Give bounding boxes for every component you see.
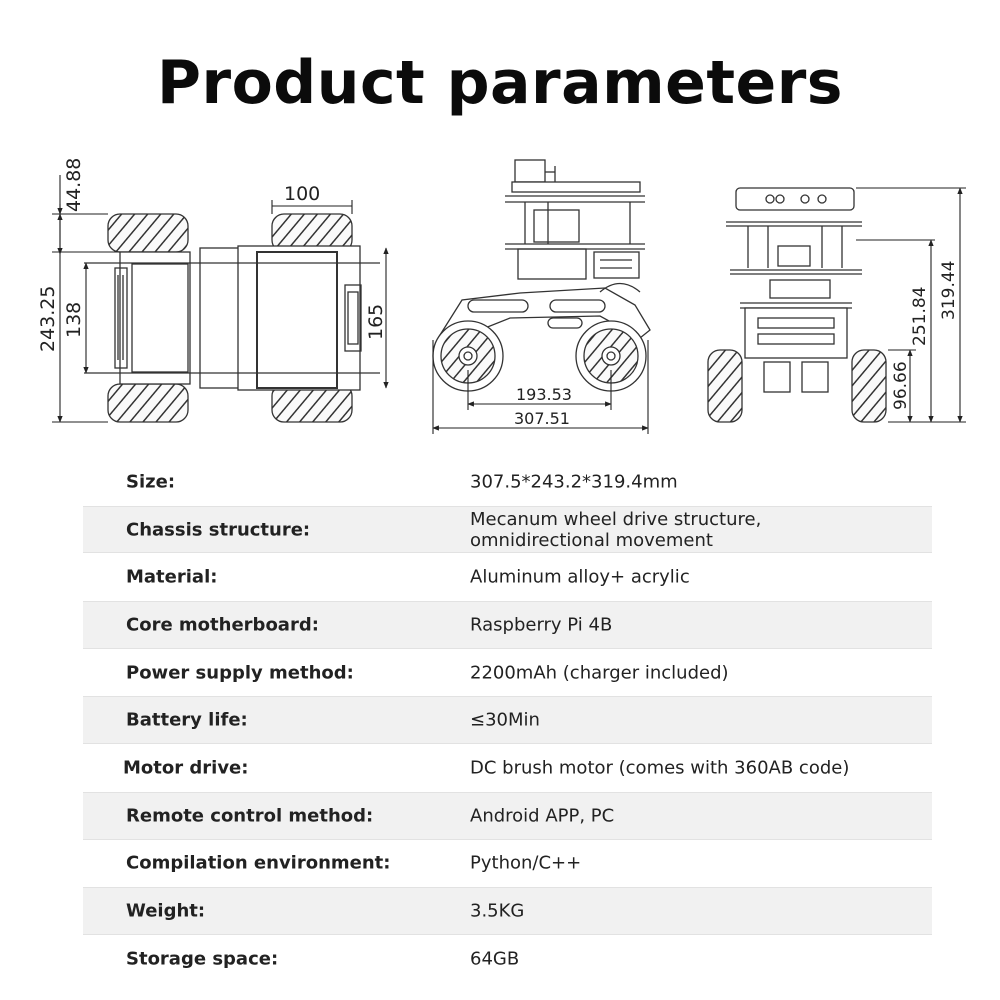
spec-row-weight — [83, 887, 932, 935]
spec-label: Material: — [126, 566, 218, 588]
wheel-rear-left — [108, 384, 188, 422]
technical-drawings — [0, 150, 1000, 440]
spec-value: 307.5*243.2*319.4mm — [470, 471, 678, 493]
dim-screen-height: 165 — [365, 303, 387, 340]
dim-wheel-offset: 44.88 — [63, 157, 85, 212]
spec-label: Storage space: — [126, 948, 279, 970]
spec-row-battery — [83, 696, 932, 744]
spec-row-compilation — [83, 840, 932, 888]
spec-value: Aluminum alloy+ acrylic — [470, 566, 690, 588]
spec-row-storage — [83, 935, 932, 983]
spec-value: Mecanum wheel drive structure, omnidirectional movement — [470, 508, 762, 551]
spec-value: 2200mAh (charger included) — [470, 662, 729, 684]
spec-row-chassis — [83, 506, 932, 554]
spec-row-motherboard — [83, 601, 932, 649]
spec-row-material — [83, 553, 932, 601]
spec-label: Remote control method: — [126, 805, 374, 827]
front-view-drawing — [708, 188, 886, 422]
dim-overall-height: 319.44 — [939, 260, 959, 320]
spec-row-size — [83, 458, 932, 506]
dim-overall-width: 243.25 — [37, 285, 59, 352]
spec-label: Power supply method: — [126, 662, 354, 684]
spec-label: Battery life: — [126, 709, 248, 731]
spec-value: ≤30Min — [470, 709, 540, 731]
spec-label: Weight: — [126, 900, 206, 922]
spec-label: Compilation environment: — [126, 852, 391, 874]
spec-value: Python/C++ — [470, 852, 582, 874]
wheel-front-left — [108, 214, 188, 252]
spec-row-power — [83, 649, 932, 697]
dim-inner-width: 138 — [63, 301, 85, 338]
spec-value: 3.5KG — [470, 900, 525, 922]
dim-overall-length: 307.51 — [514, 409, 570, 428]
spec-label: Size: — [126, 471, 176, 493]
spec-label: Motor drive: — [123, 757, 249, 779]
dim-track-width: 100 — [284, 183, 321, 205]
spec-table — [83, 458, 932, 983]
spec-row-remote — [83, 792, 932, 840]
spec-value: Android APP, PC — [470, 805, 615, 827]
spec-value: DC brush motor (comes with 360AB code) — [470, 757, 850, 779]
page-title: Product parameters — [157, 48, 843, 118]
dim-wheelbase: 193.53 — [516, 385, 572, 404]
dim-lower-height: 96.66 — [891, 361, 911, 410]
dim-upper-height: 251.84 — [910, 286, 930, 346]
spec-value: Raspberry Pi 4B — [470, 614, 613, 636]
spec-label: Core motherboard: — [126, 614, 319, 636]
spec-row-motor — [83, 744, 932, 792]
side-view-drawing — [433, 160, 650, 391]
spec-label: Chassis structure: — [126, 519, 311, 541]
spec-value: 64GB — [470, 948, 520, 970]
top-view-drawing — [84, 214, 380, 422]
